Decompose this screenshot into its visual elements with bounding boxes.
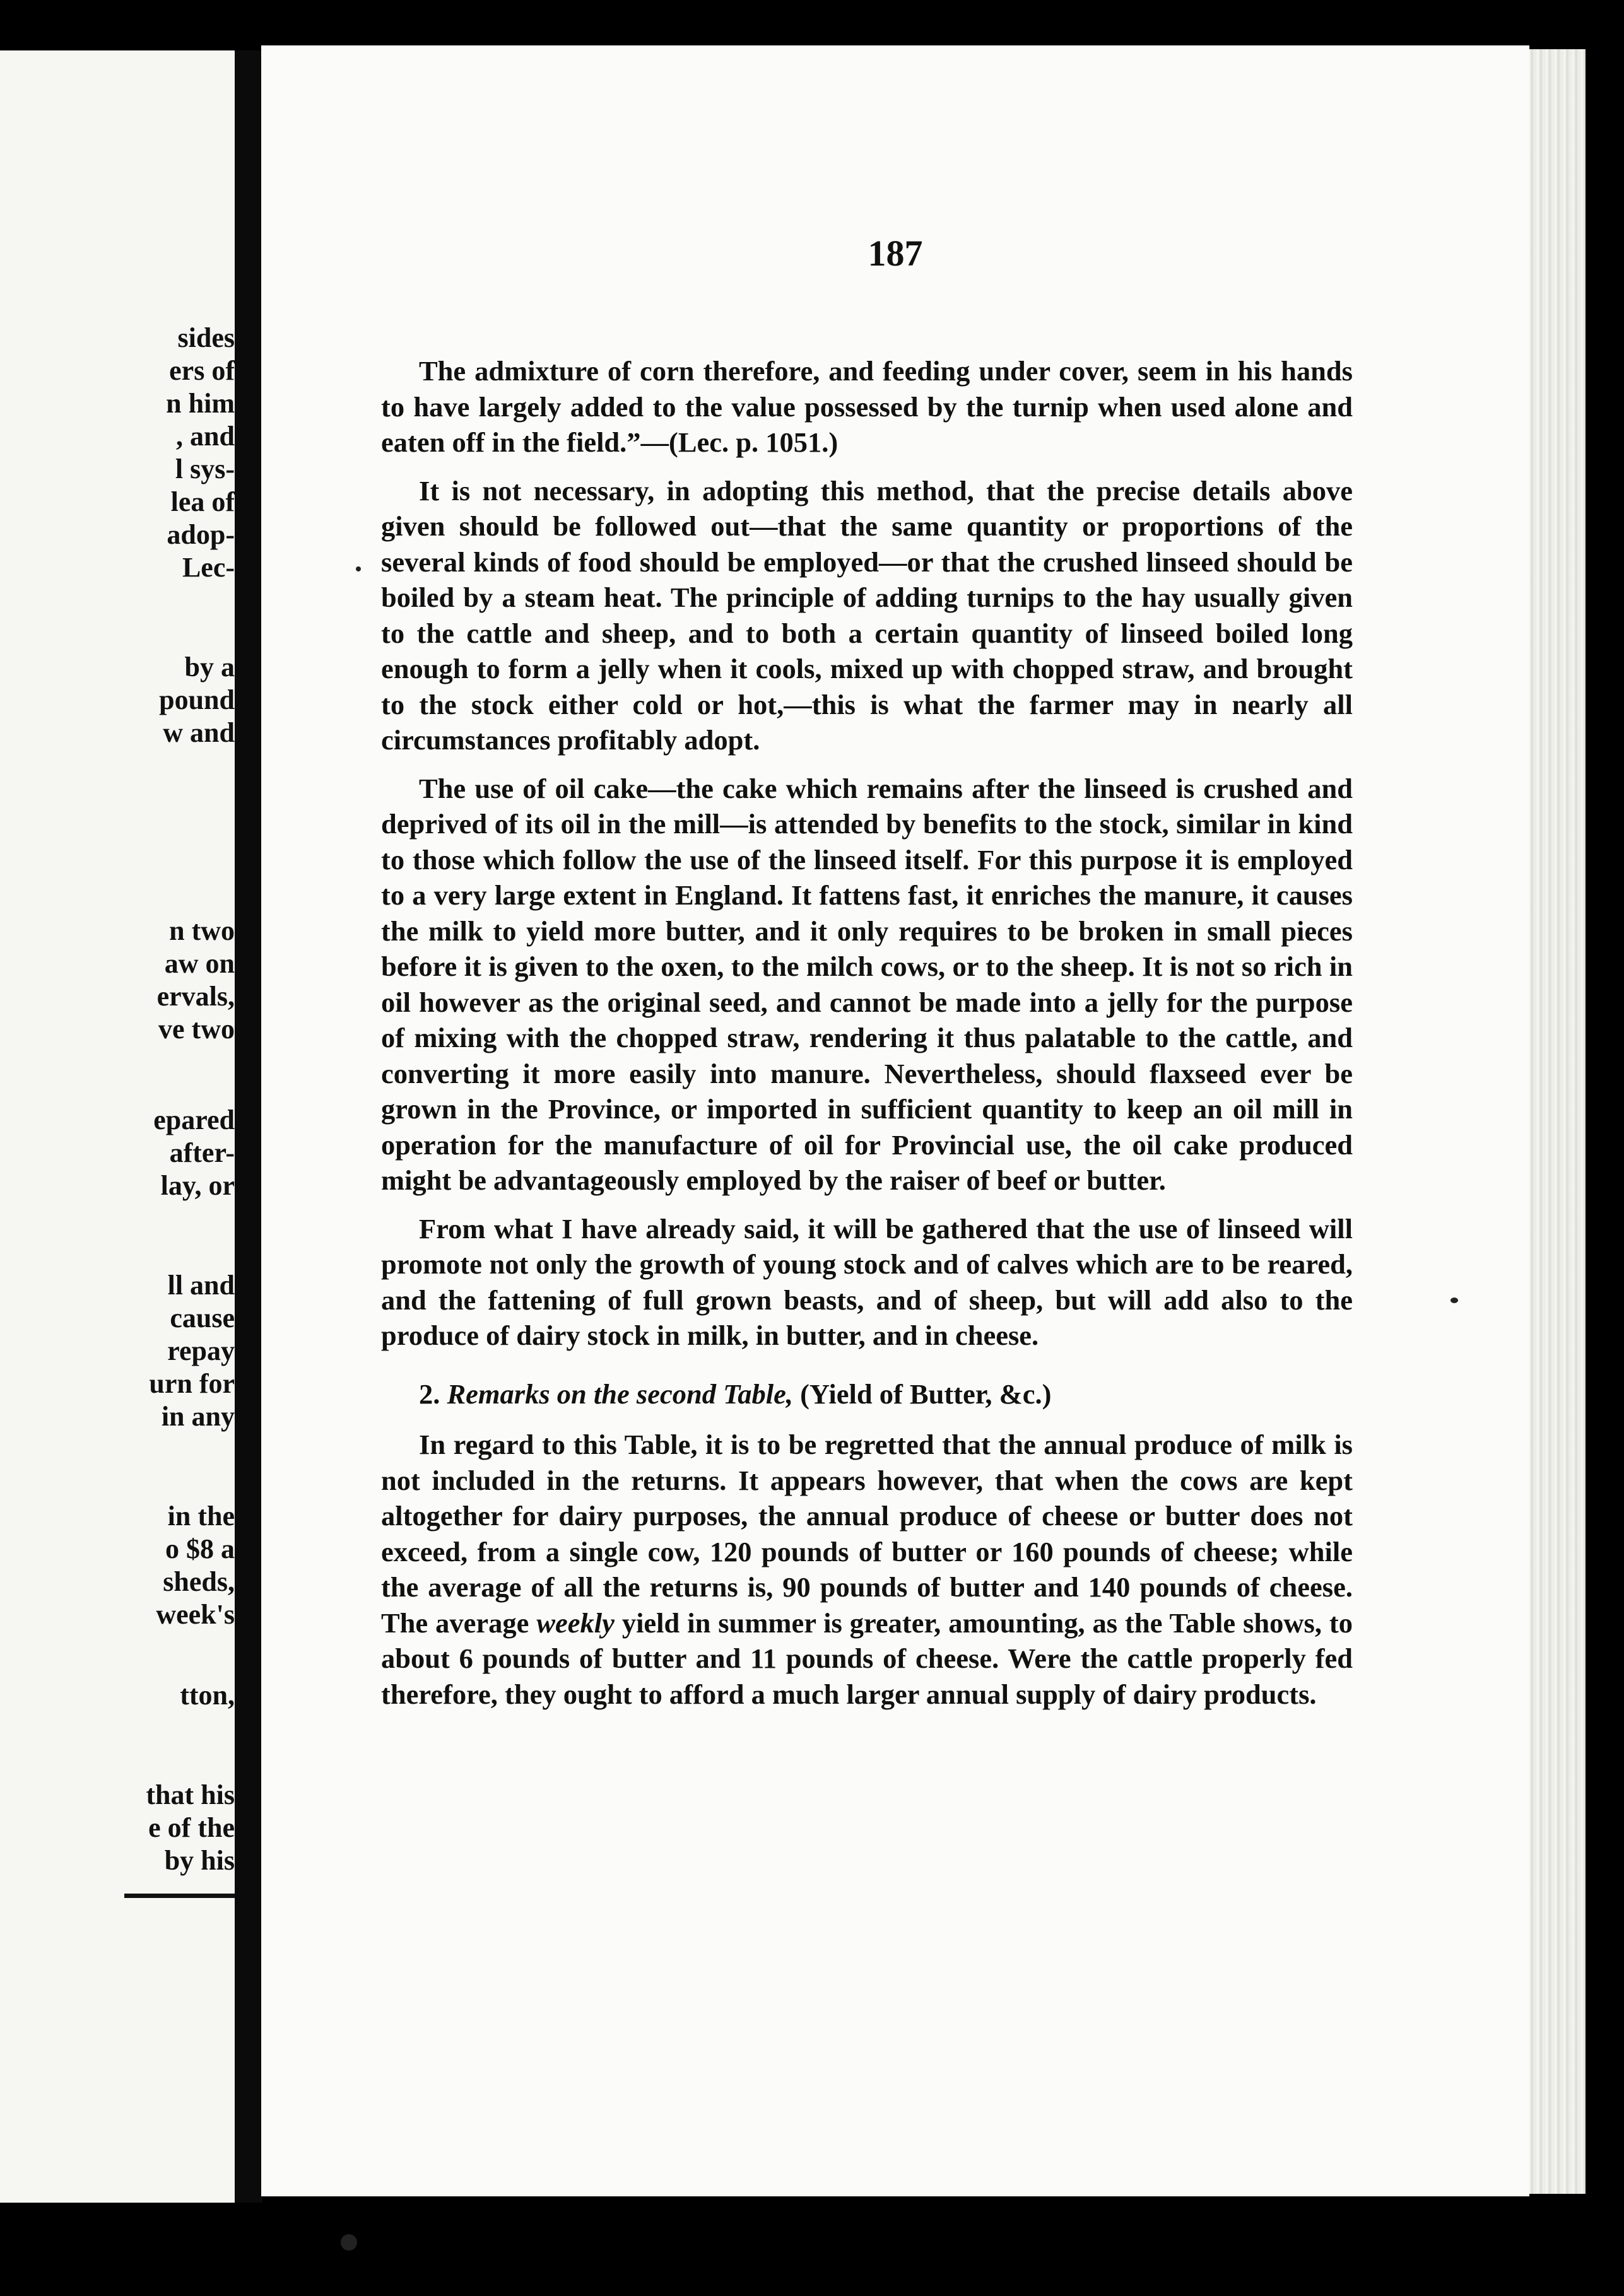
- left-page-line: l sys-: [175, 454, 235, 484]
- left-page-line: lea of: [170, 486, 235, 517]
- left-page-line: ers of: [169, 355, 235, 386]
- ink-spot: [356, 566, 361, 571]
- paragraph-5-italic: weekly: [536, 1607, 615, 1639]
- left-page-line: sheds,: [163, 1566, 235, 1597]
- left-page-line: tton,: [180, 1680, 235, 1711]
- left-page-line: by his: [164, 1845, 235, 1876]
- left-page-line: Lec-: [182, 552, 235, 583]
- left-page-line: after-: [169, 1137, 235, 1168]
- paragraph-4: From what I have already said, it will be gathered that the use of linseed will promote not only the growth of young stock and of calves which are to be reared, and the fattening of full grown beasts, and of sheep, but will add also to the produce of dairy stock in milk, in butter, and in cheese.: [381, 1212, 1353, 1351]
- left-page-line: urn for: [149, 1368, 235, 1399]
- left-page-line: in the: [167, 1501, 235, 1532]
- left-page-line: ve two: [158, 1014, 235, 1045]
- left-page-line: n him: [166, 388, 235, 419]
- left-page-line: o $8 a: [165, 1533, 235, 1564]
- left-page-line: week's: [156, 1599, 235, 1630]
- paragraph-2: It is not necessary, in adopting this method, that the precise details above given should be followed out—that the same quantity or proportions of the several kinds of food should be employed—or that the crushed linseed should be boiled by a steam heat. The principle of adding turnips to the hay usually given to the cattle and sheep, and to both a certain quantity of linseed boiled long enough to form a jelly when it cools, mixed up with chopped straw, and brought to the stock either cold or hot,—this is what the farmer may in nearly all circumstances profitably adopt.: [381, 474, 1353, 756]
- gutter-shadow: [235, 50, 262, 2203]
- left-page-line: sides: [177, 322, 235, 353]
- left-page-line: aw on: [164, 948, 235, 979]
- left-page-line: , and: [176, 421, 235, 452]
- left-page-line: that his: [146, 1779, 235, 1810]
- left-page-line: n two: [169, 915, 235, 946]
- paragraph-5: [381, 1427, 1353, 1712]
- body-text: [381, 353, 1353, 1725]
- left-page-line: e of the: [148, 1812, 235, 1843]
- left-page-line: in any: [161, 1401, 235, 1432]
- paragraph-5-part-1: In regard to this Table, it is to be regretted that the annual produce of milk is not included in the returns. It appears however, that when the cows are kept altogether for dairy purposes, the annual produce of cheese or butter does not exceed, from a single cow, 120 pounds of butter or 160 pounds of cheese; while the average of all the returns is, 90 pounds of butter and 140 pounds of cheese. The average: [381, 1429, 1353, 1639]
- page-number: 187: [868, 233, 923, 274]
- left-page-line: cause: [170, 1303, 235, 1333]
- heading-rest: (Yield of Butter, &c.): [800, 1378, 1052, 1410]
- left-page-line: w and: [163, 717, 235, 748]
- left-page-line: adop-: [167, 519, 235, 550]
- paragraph-1: The admixture of corn therefore, and feeding under cover, seem in his hands to have largely added to the value possessed by the turnip when used alone and eaten off in the field.”—(Lec. p. 1051.): [381, 355, 1353, 458]
- paragraph-3: The use of oil cake—the cake which remains after the linseed is crushed and deprived of its oil in the mill—is attended by benefits to the stock, similar in kind to those which follow the use of the linseed itself. For this purpose it is employed to a very large extent in England. It fattens fast, it enriches the manure, it causes the milk to yield more butter, and it only requires to be broken in small pieces before it is given to the oxen, to the milch cows, or to the sheep. It is not so rich in oil however as the original seed, and cannot be made into a jelly for the purpose of mixing with the chopped straw, rendering it thus palatable to the cattle, and converting it more easily into manure. Nevertheless, should flaxseed ever be grown in the Province, or imported in sufficient quantity to keep an oil mill in operation for the manufacture of oil for Provincial use, the oil cake produced might be advantageously employed by the raiser of beef or butter.: [381, 772, 1353, 1196]
- left-page-line: lay, or: [160, 1170, 235, 1201]
- ink-spot: [341, 2234, 357, 2251]
- left-page-line: pound: [159, 684, 235, 715]
- left-page-line: epared: [153, 1104, 235, 1135]
- left-page-line: by a: [184, 652, 235, 682]
- section-heading: [381, 1376, 1353, 1412]
- ink-spot: [1450, 1297, 1458, 1303]
- heading-italic: Remarks on the second Table,: [447, 1378, 793, 1410]
- left-page-line: repay: [167, 1335, 235, 1366]
- left-page-rule: [124, 1894, 235, 1898]
- left-page-line: ervals,: [156, 981, 235, 1012]
- main-page: [261, 45, 1529, 2196]
- paragraph-5-part-2: yield in summer is greater, amounting, as the Table shows, to about 6 pounds of butter and 11 pounds of cheese. Were the cattle properly fed therefore, they ought to afford a much larger annual supply of dairy products.: [381, 1607, 1353, 1710]
- left-facing-page: [0, 50, 235, 2203]
- left-page-line: ll and: [167, 1270, 235, 1301]
- heading-number: 2.: [419, 1378, 440, 1410]
